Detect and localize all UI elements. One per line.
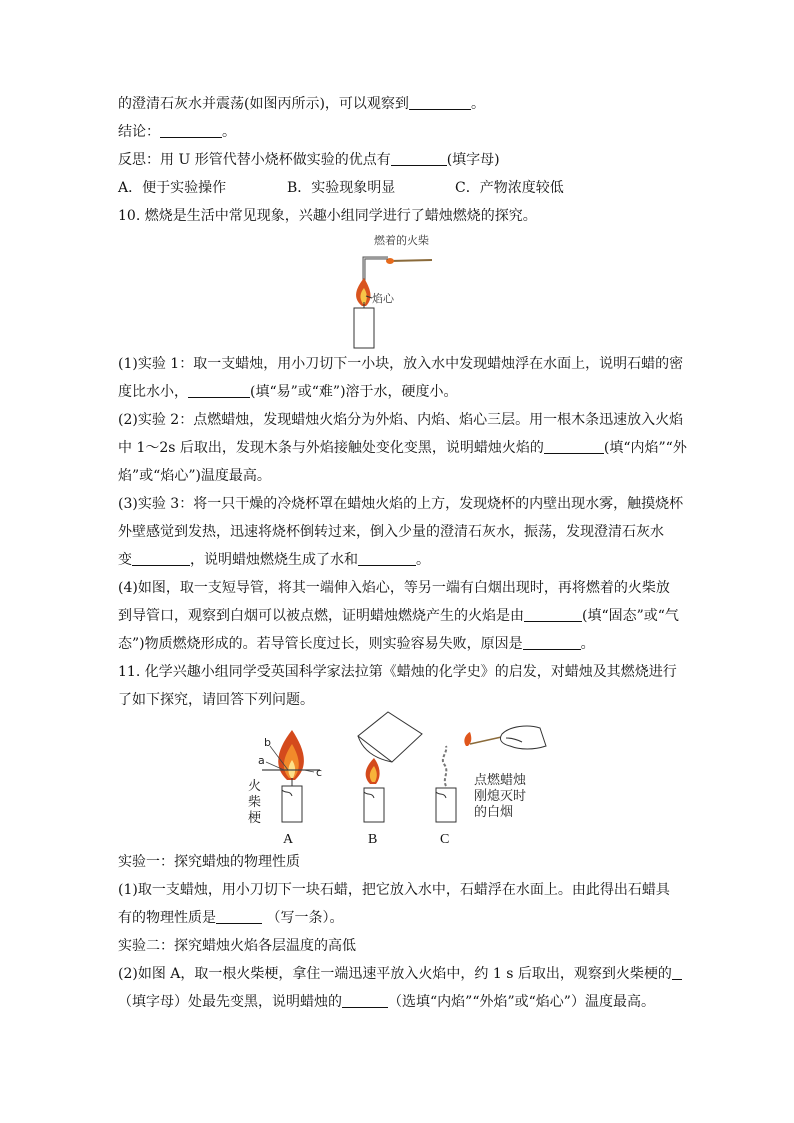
text: 。 [470, 96, 485, 112]
answer-blank[interactable] [391, 151, 447, 166]
paragraph-4-line-1: (4)如图，取一支短导管，将其一端伸入焰心，等另一端有白烟出现时，再将燃着的火柴放 [118, 580, 670, 596]
label-a: a [258, 754, 265, 767]
option-b: B．实验现象明显 [287, 180, 396, 196]
candle [436, 788, 456, 822]
paragraph-1-line-2 [118, 382, 458, 402]
candle [364, 788, 384, 822]
hand [500, 726, 546, 749]
text: 态”)物质燃烧形成的。若导管长度过长，则实验容易失败，原因是 [118, 636, 523, 652]
figure-11-candle-experiments [240, 706, 550, 852]
question-10: 10. 燃烧是生活中常见现象，兴趣小组同学进行了蜡烛燃烧的探究。 [118, 208, 537, 224]
label-smoke-1: 点燃蜡烛 [474, 773, 527, 788]
figure-10-candle-tube [340, 228, 450, 352]
text-line-1 [118, 94, 485, 114]
experiment-2-line-2 [118, 992, 655, 1012]
answer-blank[interactable] [524, 607, 582, 622]
figure-c [436, 726, 546, 822]
answer-blank[interactable] [523, 635, 581, 650]
answer-blank[interactable] [358, 551, 416, 566]
paragraph-3-line-3 [118, 550, 430, 570]
beaker [358, 712, 422, 762]
text: 。 [416, 552, 430, 568]
paragraph-4-line-2 [118, 606, 679, 626]
text: (填“易”或“难”)溶于水，硬度小。 [250, 384, 458, 400]
answer-blank[interactable] [188, 383, 250, 398]
question-11-line-2: 了如下探究，请回答下列问题。 [118, 692, 314, 708]
experiment-2-line-1 [118, 964, 682, 984]
answer-blank[interactable] [672, 965, 682, 980]
caption-a: A [283, 832, 294, 847]
text: 中 1～2s 后取出，发现木条与外焰接触处变化变黑，说明蜡烛火焰的 [118, 440, 544, 456]
label-burning-match: 燃着的火柴 [374, 234, 429, 247]
text: 反思：用 U 形管代替小烧杯做实验的优点有 [118, 152, 391, 168]
candle [354, 308, 374, 348]
text: （写一条）。 [262, 910, 344, 926]
option-c: C．产物浓度较低 [455, 180, 564, 196]
text: （选填“内焰”“外焰”或“焰心”）温度最高。 [388, 994, 655, 1010]
label-stick-1: 火 [248, 779, 262, 794]
answer-blank[interactable] [132, 551, 190, 566]
experiment-1-line-1: (1)取一支蜡烛，用小刀切下一块石蜡，把它放入水中，石蜡浮在水面上。由此得出石蜡具 [118, 882, 670, 898]
text: ，说明蜡烛燃烧生成了水和 [190, 552, 358, 568]
label-c: c [316, 766, 323, 779]
caption-c: C [440, 832, 450, 847]
text: (2)如图 A，取一根火柴梗，拿住一端迅速平放入火焰中，约 1 s 后取出，观察到火柴梗的 [118, 966, 672, 982]
answer-blank[interactable] [409, 95, 471, 110]
text-line-3 [118, 150, 500, 170]
text: (填字母) [446, 152, 500, 168]
text: (填“固态”或“气 [582, 608, 679, 624]
text: （填字母）处最先变黑，说明蜡烛的 [118, 994, 342, 1010]
paragraph-1-line-1: (1)实验 1：取一支蜡烛，用小刀切下一小块，放入水中发现蜡烛浮在水面上，说明石蜡的密 [118, 356, 684, 372]
answer-blank[interactable] [160, 123, 222, 138]
figure-a [248, 730, 322, 826]
paragraph-2-line-3: 焰”或“焰心”)温度最高。 [118, 468, 271, 484]
match-stick [390, 260, 432, 261]
white-smoke [443, 746, 446, 786]
paragraph-3-line-2: 外壁感觉到发热，迅速将烧杯倒转过来，倒入少量的澄清石灰水，振荡，发现澄清石灰水 [118, 524, 664, 540]
question-11-line-1: 11. 化学兴趣小组同学受英国科学家法拉第《蜡烛的化学史》的启发，对蜡烛及其燃烧进行 [118, 664, 677, 680]
text: 有的物理性质是 [118, 910, 216, 926]
text: 度比水小， [118, 384, 188, 400]
text: 到导管口，观察到白烟可以被点燃，证明蜡烛燃烧产生的火焰是由 [118, 608, 524, 624]
paragraph-2-line-2 [118, 438, 687, 458]
answer-blank[interactable] [216, 909, 262, 924]
paragraph-4-line-3 [118, 634, 595, 654]
figure-b [358, 712, 422, 822]
label-stick-2: 柴 [248, 795, 262, 810]
text-line-2 [118, 122, 236, 142]
text: (填“内焰”“外 [603, 440, 687, 456]
answer-blank[interactable] [342, 993, 388, 1008]
experiment-1-line-2 [118, 908, 343, 928]
label-smoke-2: 刚熄灭时 [474, 789, 527, 804]
paragraph-3-line-1: (3)实验 3：将一只干燥的冷烧杯罩在蜡烛火焰的上方，发现烧杯的内壁出现水雾，触摸烧杯 [118, 496, 684, 512]
label-stick-3: 梗 [248, 811, 262, 826]
paragraph-2-line-1: (2)实验 2：点燃蜡烛，发现蜡烛火焰分为外焰、内焰、焰心三层。用一根木条迅速放入火焰 [118, 412, 684, 428]
text: 变 [118, 552, 132, 568]
label-flame-core: 焰心 [372, 292, 394, 305]
experiment-1-heading: 实验一：探究蜡烛的物理性质 [118, 854, 300, 870]
label-smoke-3: 的白烟 [474, 805, 514, 820]
label-b: b [264, 736, 271, 749]
text: 的澄清石灰水并震荡(如图丙所示)，可以观察到 [118, 96, 409, 112]
text: 结论： [118, 124, 160, 140]
caption-b: B [368, 832, 378, 847]
experiment-2-heading: 实验二：探究蜡烛火焰各层温度的高低 [118, 938, 356, 954]
text: 。 [580, 636, 595, 652]
text: 。 [222, 124, 236, 140]
answer-blank[interactable] [544, 439, 604, 454]
option-a: A．便于实验操作 [118, 180, 227, 196]
